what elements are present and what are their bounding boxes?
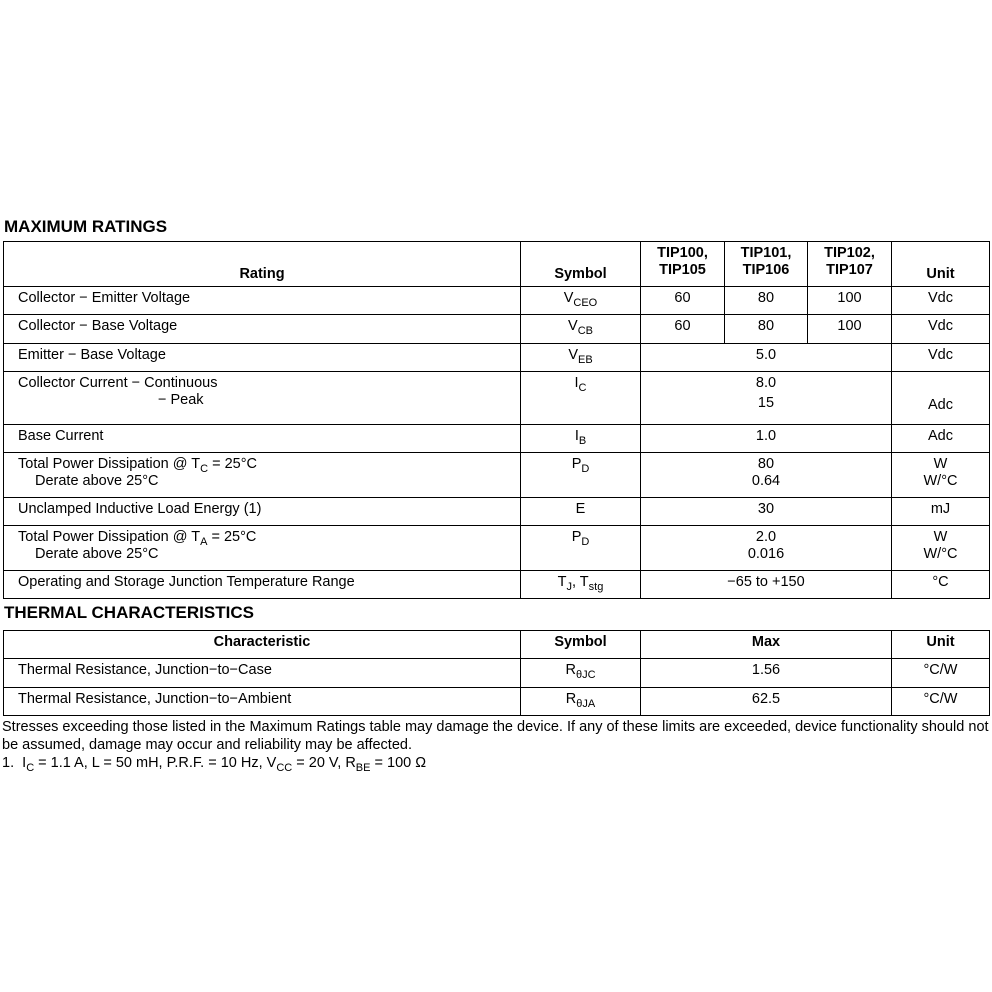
table-row [4, 287, 990, 315]
symbol-cell: $P_D$ [521, 453, 641, 498]
rating-cell: Operating and Storage Junction Temperature Range [4, 571, 521, 599]
symbol-cell: $V_{EB}$ [521, 344, 641, 372]
value-cell: 1.56 [641, 659, 892, 688]
value-cell: 30 [641, 498, 892, 526]
table-row [4, 372, 990, 425]
table-row [4, 453, 990, 498]
thermal-characteristics-table [3, 630, 990, 716]
table-row [4, 315, 990, 344]
value-cell: 60 [641, 287, 725, 315]
rating-cell: Collector − Base Voltage [4, 315, 521, 344]
rating-cell: Total Power Dissipation @ $T_A = 25^\circ C$ Derate above 25°C [4, 526, 521, 571]
unit-cell: W W/°C [892, 526, 990, 571]
symbol-cell: $V_{CB}$ [521, 315, 641, 344]
table-row [4, 571, 990, 599]
value-cell: −65 to +150 [641, 571, 892, 599]
value-cell: 80 [725, 287, 808, 315]
table-row [4, 526, 990, 571]
unit-cell: Adc [892, 372, 990, 425]
header-tip102-107: TIP102, TIP107 [808, 242, 892, 287]
thermal-characteristics-title: THERMAL CHARACTERISTICS [4, 603, 254, 622]
table-row [4, 498, 990, 526]
header-unit: Unit [892, 631, 990, 659]
table-row [4, 659, 990, 688]
value-cell: 1.0 [641, 425, 892, 453]
rating-cell: Collector Current − Continuous − Peak [4, 372, 521, 425]
unit-cell: W W/°C [892, 453, 990, 498]
rating-cell: Total Power Dissipation @ $T_C = 25^\circ C$ Derate above 25°C [4, 453, 521, 498]
header-tip100-105: TIP100, TIP105 [641, 242, 725, 287]
value-cell: 60 [641, 315, 725, 344]
rating-cell: Emitter − Base Voltage [4, 344, 521, 372]
symbol-cell: $V_{CEO}$ [521, 287, 641, 315]
unit-cell: °C/W [892, 688, 990, 716]
rating-cell: Unclamped Inductive Load Energy (1) [4, 498, 521, 526]
table-row [4, 425, 990, 453]
maximum-ratings-title: MAXIMUM RATINGS [4, 217, 168, 236]
stress-note: Stresses exceeding those listed in the Maximum Ratings table may damage the device. If any of these limits are exceeded, device functionality should not be assumed, damage may occur and reliability may be affected. [2, 719, 989, 753]
characteristic-cell: Thermal Resistance, Junction−to−Case [4, 659, 521, 688]
header-symbol: Symbol [521, 631, 641, 659]
header-tip101-106: TIP101, TIP106 [725, 242, 808, 287]
table-row [4, 688, 990, 716]
symbol-cell: $T_J$, $T_{stg}$ [521, 571, 641, 599]
symbol-cell: $R_{\theta JC}$ [521, 659, 641, 688]
symbol-cell: $I_C$ [521, 372, 641, 425]
table-row [4, 344, 990, 372]
maximum-ratings-table [3, 241, 990, 599]
header-rating: Rating [4, 242, 521, 287]
value-cell: 2.0 0.016 [641, 526, 892, 571]
footnote-1: 1. $I_C = 1.1$ A, L = 50 mH, P.R.F. = 10 Hz, $V_{CC} = 20$ V, $R_{BE} = 100$ Ω [2, 755, 427, 774]
header-symbol: Symbol [521, 242, 641, 287]
value-cell: 5.0 [641, 344, 892, 372]
table-header-row [4, 242, 990, 287]
symbol-cell: $I_B$ [521, 425, 641, 453]
header-characteristic: Characteristic [4, 631, 521, 659]
symbol-cell: E [521, 498, 641, 526]
unit-cell: mJ [892, 498, 990, 526]
table-header-row [4, 631, 990, 659]
unit-cell: Vdc [892, 287, 990, 315]
symbol-cell: $P_D$ [521, 526, 641, 571]
unit-cell: Vdc [892, 344, 990, 372]
rating-cell: Base Current [4, 425, 521, 453]
header-unit: Unit [892, 242, 990, 287]
unit-cell: Vdc [892, 315, 990, 344]
characteristic-cell: Thermal Resistance, Junction−to−Ambient [4, 688, 521, 716]
unit-cell: °C/W [892, 659, 990, 688]
value-cell: 8.0 15 [641, 372, 892, 425]
header-max: Max [641, 631, 892, 659]
unit-cell: °C [892, 571, 990, 599]
value-cell: 100 [808, 287, 892, 315]
symbol-cell: $R_{\theta JA}$ [521, 688, 641, 716]
rating-cell: Collector − Emitter Voltage [4, 287, 521, 315]
unit-cell: Adc [892, 425, 990, 453]
value-cell: 80 [725, 315, 808, 344]
value-cell: 100 [808, 315, 892, 344]
value-cell: 62.5 [641, 688, 892, 716]
value-cell: 80 0.64 [641, 453, 892, 498]
